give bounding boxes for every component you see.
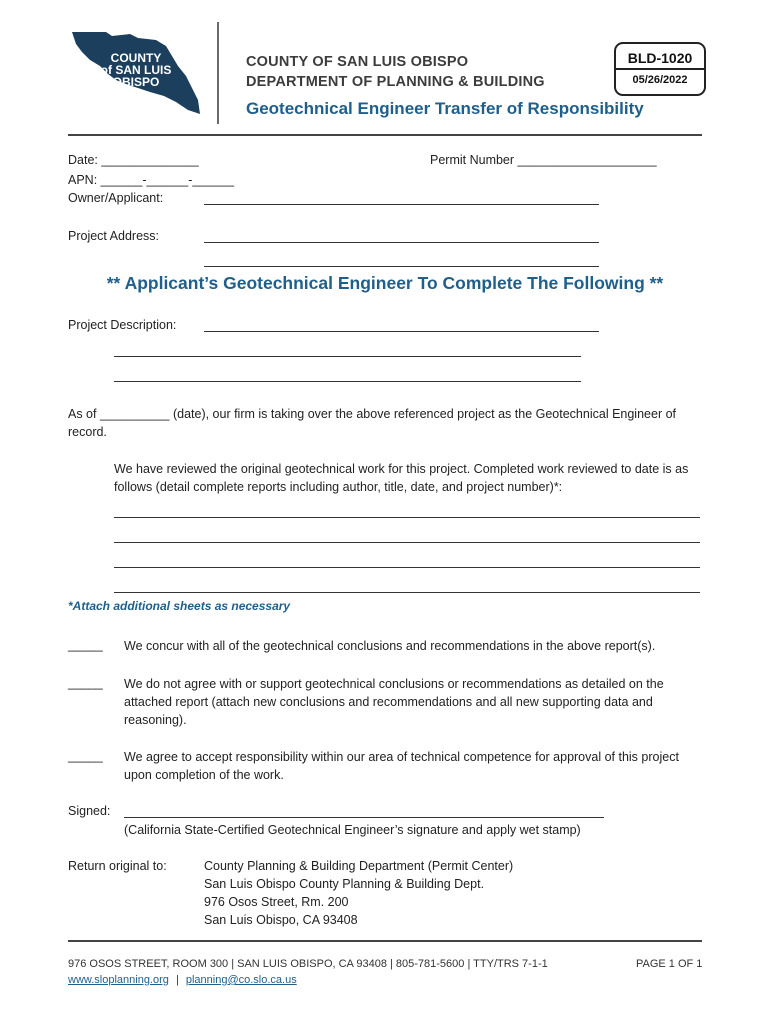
email-link[interactable]: planning@co.slo.ca.us — [185, 974, 297, 986]
owner-applicant-line[interactable] — [204, 204, 599, 205]
website-link[interactable]: www.sloplanning.org — [68, 974, 169, 986]
option-concur-blank[interactable]: _____ — [68, 638, 103, 652]
form-code: BLD-1020 — [627, 50, 693, 66]
option-accept-blank[interactable]: _____ — [68, 749, 103, 763]
signature-caption: (California State-Certified Geotechnical Engineer’s signature and apply wet stamp) — [124, 823, 581, 837]
option-disagree-blank[interactable]: _____ — [68, 676, 103, 690]
apn-field[interactable]: APN: ______-______-______ — [68, 173, 235, 187]
reports-line-2[interactable] — [114, 542, 700, 543]
as-of-statement: As of __________ (date), our firm is taking over the above referenced project as the Geotechnical Engineer of record. — [68, 407, 677, 439]
project-description-line-1[interactable] — [204, 331, 599, 332]
footer-link-separator: | — [175, 974, 179, 986]
option-accept-text: We agree to accept responsibility within our area of technical competence for approval of this project upon completion of the work. — [124, 750, 679, 782]
logo-line-san-luis: of SAN LUIS — [100, 63, 172, 77]
page-number: PAGE 1 OF 1 — [636, 958, 703, 970]
option-concur-text: We concur with all of the geotechnical conclusions and recommendations in the above report(s). — [124, 639, 656, 653]
reports-line-3[interactable] — [114, 567, 700, 568]
project-address-label: Project Address: — [68, 229, 160, 243]
project-description-line-3[interactable] — [114, 381, 581, 382]
footer-links — [68, 974, 297, 986]
org-name: COUNTY OF SAN LUIS OBISPO — [246, 54, 469, 70]
return-address-line-3: 976 Osos Street, Rm. 200 — [204, 895, 349, 909]
project-address-line-2[interactable] — [204, 266, 599, 267]
document-title: Geotechnical Engineer Transfer of Responsibility — [246, 99, 644, 118]
return-address-line-1: County Planning & Building Department (Permit Center) — [204, 859, 514, 873]
form-date: 05/26/2022 — [632, 74, 688, 86]
reports-line-1[interactable] — [114, 517, 700, 518]
project-address-line-1[interactable] — [204, 242, 599, 243]
header-divider — [217, 22, 219, 124]
attach-note: *Attach additional sheets as necessary — [68, 599, 291, 613]
project-description-line-2[interactable] — [114, 356, 581, 357]
date-field[interactable]: Date: ______________ — [68, 153, 199, 167]
return-address-line-4: San Luis Obispo, CA 93408 — [204, 913, 358, 927]
footer-address: 976 OSOS STREET, ROOM 300 | SAN LUIS OBISPO, CA 93408 | 805-781-5600 | TTY/TRS 7-1-1 — [68, 958, 548, 970]
signed-label: Signed: — [68, 804, 111, 818]
department-name: DEPARTMENT OF PLANNING & BUILDING — [246, 74, 545, 90]
signature-line[interactable] — [124, 817, 604, 818]
logo-text — [90, 52, 182, 88]
section-heading: ** Applicant’s Geotechnical Engineer To Complete The Following ** — [106, 273, 664, 293]
return-label: Return original to: — [68, 859, 167, 873]
permit-number-field[interactable]: Permit Number ____________________ — [430, 153, 657, 167]
owner-applicant-label: Owner/Applicant: — [68, 191, 164, 205]
logo-line-obispo: OBISPO — [112, 75, 160, 89]
header-rule — [68, 134, 702, 136]
reports-line-4[interactable] — [114, 592, 700, 593]
form-id-box — [614, 42, 706, 96]
option-disagree-text: We do not agree with or support geotechnical conclusions or recommendations as detailed on the attached report (attach new conclusions and recommendations and all new supporting data and reasoning). — [124, 677, 664, 727]
form-box-divider — [616, 68, 704, 70]
footer-rule — [68, 940, 702, 942]
project-description-label: Project Description: — [68, 318, 177, 332]
logo-line-county: COUNTY — [110, 51, 162, 65]
reviewed-statement: We have reviewed the original geotechnical work for this project. Completed work reviewed to date is as follows (detail complete reports including author, title, date, and project number)*: — [114, 462, 689, 494]
return-address-line-2: San Luis Obispo County Planning & Building Dept. — [204, 877, 485, 891]
